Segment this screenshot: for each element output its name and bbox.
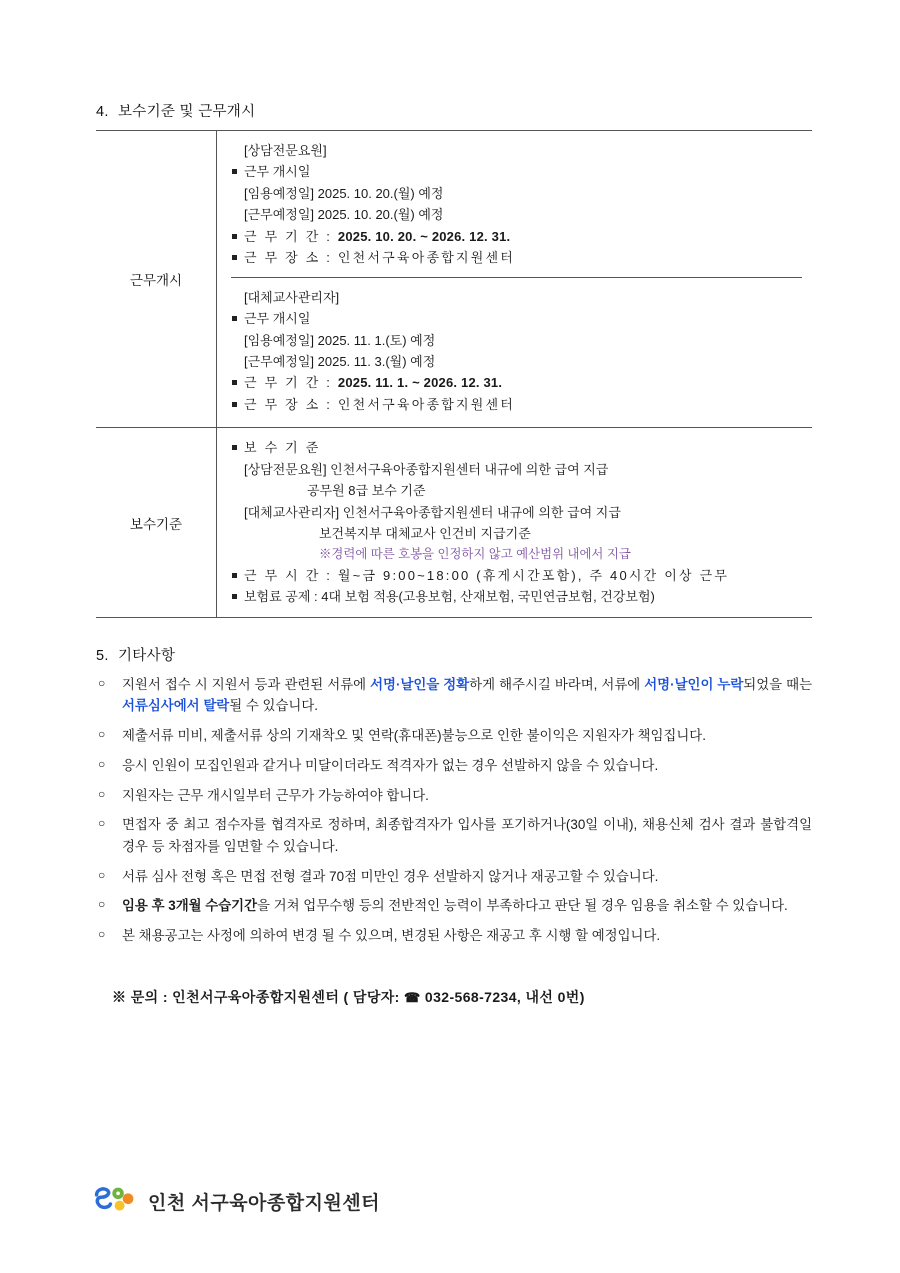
section-title-5: 기타사항 <box>118 647 176 664</box>
note-6-text: 서류 심사 전형 혹은 면접 전형 결과 70점 미만인 경우 선발하지 않거나 재공고할 수 있습니다. <box>122 868 659 884</box>
substitute-period <box>231 372 802 393</box>
note-1-part1: 지원서 접수 시 지원서 등과 관련된 서류에 <box>122 676 371 692</box>
section-number-5: 5. <box>96 647 109 664</box>
list-item <box>96 895 812 917</box>
counselor-period <box>231 226 802 247</box>
notes-list <box>96 674 812 947</box>
note-7-part2: 을 거쳐 업무수행 등의 전반적인 능력이 부족하다고 판단 될 경우 임용을 취소할 수 있습니다. <box>257 898 788 914</box>
contact-phone: 032-568-7234, 내선 0번) <box>420 988 585 1005</box>
substitute-period-label: 근 무 기 간 : <box>244 375 338 391</box>
phone-icon: ☎ <box>404 989 421 1005</box>
row-label-work-start: 근무개시 <box>96 131 217 428</box>
substitute-period-value: 2025. 11. 1. ~ 2026. 12. 31. <box>337 375 503 391</box>
row-label-pay-standard: 보수기준 <box>96 428 217 618</box>
counselor-heading: [상담전문요원] <box>244 143 327 158</box>
counselor-period-label: 근 무 기 간 : <box>244 228 338 244</box>
pay-counselor-grade: 공무원 8급 보수 기준 <box>307 483 426 499</box>
list-item <box>96 785 812 807</box>
table-row <box>96 428 812 618</box>
center-logo-icon <box>92 1184 138 1218</box>
note-1-part4: 될 수 있습니다. <box>229 698 318 714</box>
insurance: 보험료 공제 : 4대 보험 적용(고용보험, 산재보험, 국민연금보험, 건강보험) <box>231 586 802 607</box>
list-item <box>96 925 812 947</box>
counselor-start-label: 근무 개시일 <box>231 161 802 182</box>
contact-line <box>96 987 812 1007</box>
list-item <box>96 866 812 888</box>
pay-substitute-standard: 보건복지부 대체교사 인건비 지급기준 <box>319 526 531 541</box>
counselor-period-value: 2025. 10. 20. ~ 2026. 12. 31. <box>337 228 511 244</box>
contact-prefix: ※ 문의 : 인천서구육아종합지원센터 ( 담당자: <box>112 988 405 1005</box>
list-item <box>96 814 812 857</box>
note-8-text: 본 채용공고는 사정에 의하여 변경 될 수 있으며, 변경된 사항은 재공고 후 시행 할 예정입니다. <box>122 928 661 944</box>
note-4-text: 지원자는 근무 개시일부터 근무가 가능하여야 합니다. <box>122 787 429 803</box>
block-substitute-manager <box>231 278 802 419</box>
substitute-heading: [대체교사관리자] <box>244 289 340 305</box>
list-item <box>96 674 812 717</box>
counselor-appoint-date: [임용예정일] 2025. 10. 20.(월) 예정 <box>244 185 444 201</box>
counselor-place: 근 무 장 소 : 인천서구육아종합지원센터 <box>231 247 802 268</box>
section-number-4: 4. <box>96 104 109 120</box>
row-body-work-start <box>217 131 813 428</box>
footer-logo <box>92 1184 380 1218</box>
list-item <box>96 725 812 747</box>
footer-org-name: 인천 서구육아종합지원센터 <box>148 1192 381 1214</box>
pay-note: ※경력에 따른 호봉을 인정하지 않고 예산범위 내에서 지급 <box>319 547 631 562</box>
row-body-pay-standard <box>217 428 813 618</box>
note-5-text: 면접자 중 최고 점수자를 협격자로 정하며, 최종합격자가 입사를 포기하거나(30일 이내), 채용신체 검사 결과 불합격일 경우 등 차점자를 임면할 수 있습니다. <box>122 817 812 854</box>
note-2-text: 제출서류 미비, 제출서류 상의 기재착오 및 연락(휴대폰)불능으로 인한 불이익은 지원자가 책임집니다. <box>122 728 706 744</box>
info-table <box>96 130 812 618</box>
note-1-hl3: 서류심사에서 탈락 <box>122 698 230 714</box>
note-1-part2: 하게 해주시길 바라며, 서류에 <box>469 676 645 692</box>
section-heading-etc <box>96 644 812 665</box>
work-hours: 근 무 시 간 : 월~금 9:00~18:00 (휴게시간포함), 주 40시간 이상 근무 <box>231 565 802 586</box>
note-7-hl1: 임용 후 3개월 수습기간 <box>122 898 258 914</box>
substitute-appoint-date: [임용예정일] 2025. 11. 1.(토) 예정 <box>244 332 436 348</box>
substitute-work-date: [근무예정일] 2025. 11. 3.(월) 예정 <box>244 353 436 369</box>
pay-counselor: [상담전문요원] 인천서구육아종합지원센터 내규에 의한 급여 지급 <box>244 461 609 477</box>
note-1-hl1: 서명·날인을 정확 <box>370 676 470 692</box>
block-counselor <box>231 140 802 278</box>
note-3-text: 응시 인원이 모집인원과 같거나 미달이더라도 적격자가 없는 경우 선발하지 않을 수 있습니다. <box>122 757 659 773</box>
section-heading-work <box>96 100 812 121</box>
pay-standard-label: 보 수 기 준 <box>231 437 802 458</box>
document-content <box>96 100 812 1007</box>
substitute-place: 근 무 장 소 : 인천서구육아종합지원센터 <box>231 394 802 415</box>
pay-substitute: [대체교사관리자] 인천서구육아종합지원센터 내규에 의한 급여 지급 <box>244 504 621 520</box>
list-item <box>96 755 812 777</box>
section-title-4: 보수기준 및 근무개시 <box>118 104 256 120</box>
note-1-hl2: 서명·날인이 누락 <box>644 676 744 692</box>
substitute-start-label: 근무 개시일 <box>231 308 802 329</box>
table-row <box>96 131 812 428</box>
note-1-part3: 되었을 때는 <box>743 676 813 692</box>
counselor-work-date: [근무예정일] 2025. 10. 20.(월) 예정 <box>244 207 444 223</box>
